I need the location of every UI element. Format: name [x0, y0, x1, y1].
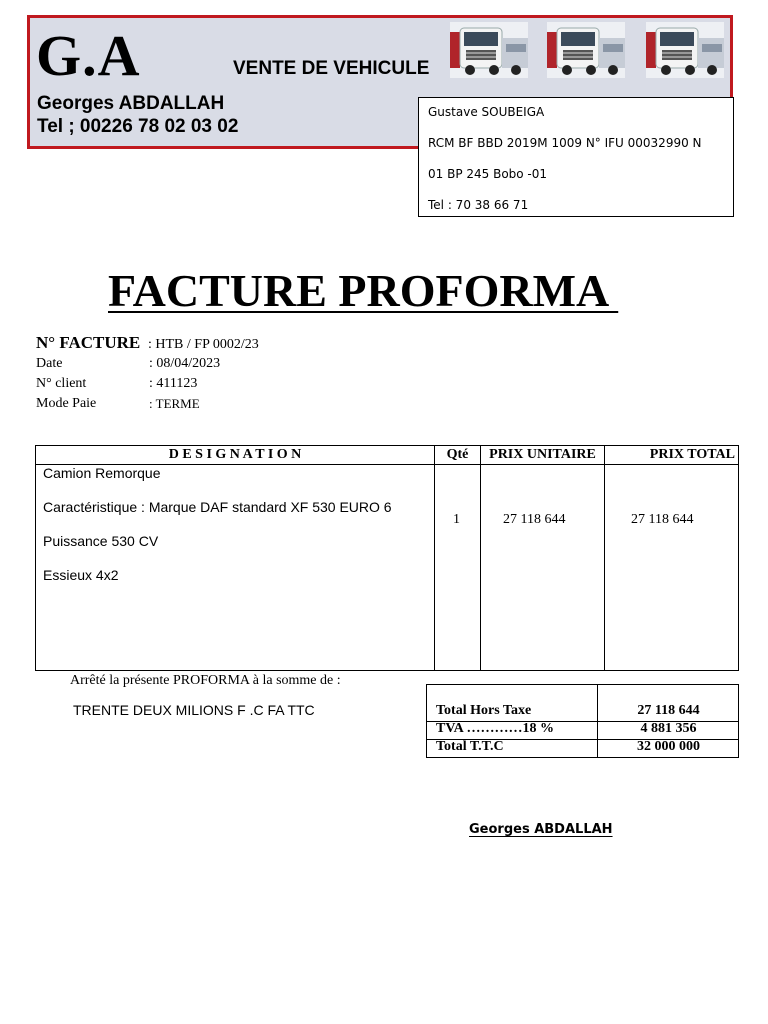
designation-line: Caractéristique : Marque DAF standard XF 530 EURO 6 — [43, 499, 392, 515]
tva-value: 4 881 356 — [640, 721, 697, 736]
designation-line: Camion Remorque — [43, 465, 161, 481]
amount-in-words: TRENTE DEUX MILIONS F .C FA TTC — [73, 702, 315, 718]
date-value: : 08/04/2023 — [149, 356, 221, 371]
column-divider — [480, 446, 481, 670]
client-number-label: N° client — [36, 376, 87, 391]
tva-label: TVA …………18 % — [436, 721, 554, 736]
owner-name: Georges ABDALLAH — [37, 93, 225, 114]
designation-line: Essieux 4x2 — [43, 567, 119, 583]
company-logo: G.A — [36, 23, 141, 88]
document-title: FACTURE PROFORMA — [108, 265, 619, 316]
header-designation: D E S I G N A T I O N — [168, 447, 302, 462]
payment-mode-value: : TERME — [149, 396, 200, 411]
column-divider — [434, 446, 435, 670]
header-unit-price: PRIX UNITAIRE — [489, 447, 596, 462]
qty-value: 1 — [453, 512, 460, 527]
header-qty: Qté — [446, 447, 469, 462]
total-price-value: 27 118 644 — [631, 512, 694, 527]
signature-name: Georges ABDALLAH — [469, 822, 613, 837]
items-table — [35, 445, 739, 671]
unit-price-value: 27 118 644 — [503, 512, 566, 527]
truck-image — [547, 22, 625, 78]
truck-image — [450, 22, 528, 78]
header-total-price: PRIX TOTAL — [649, 447, 735, 462]
owner-phone: Tel ; 00226 78 02 03 02 — [37, 116, 239, 137]
client-info-box — [418, 97, 734, 217]
client-registration: RCM BF BBD 2019M 1009 N° IFU 00032990 N — [428, 136, 702, 150]
company-tagline: VENTE DE VEHICULE — [233, 58, 430, 79]
client-phone: Tel : 70 38 66 71 — [428, 198, 529, 212]
total-ttc-value: 32 000 000 — [637, 739, 700, 754]
client-address: 01 BP 245 Bobo -01 — [428, 167, 548, 181]
total-ttc-label: Total T.T.C — [436, 739, 504, 754]
payment-mode-label: Mode Paie — [36, 396, 97, 411]
client-number-value: : 411123 — [149, 376, 198, 391]
client-name: Gustave SOUBEIGA — [428, 105, 545, 119]
amount-statement: Arrêté la présente PROFORMA à la somme de : — [70, 673, 341, 688]
invoice-number-label: N° FACTURE — [36, 333, 141, 352]
total-ht-label: Total Hors Taxe — [436, 703, 532, 718]
invoice-number-value: : HTB / FP 0002/23 — [148, 337, 259, 352]
date-label: Date — [36, 356, 63, 371]
total-ht-value: 27 118 644 — [637, 703, 700, 718]
column-divider — [604, 446, 605, 670]
designation-line: Puissance 530 CV — [43, 533, 159, 549]
truck-image — [646, 22, 726, 78]
totals-table — [426, 684, 739, 758]
